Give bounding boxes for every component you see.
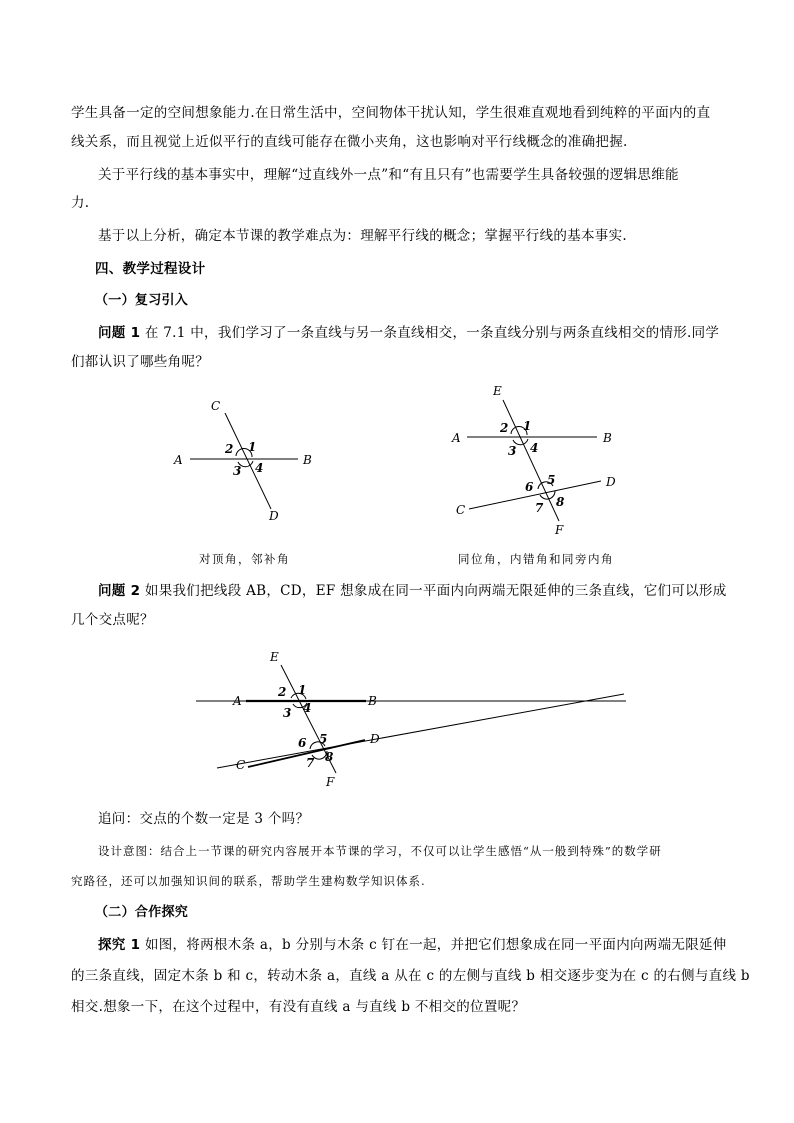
question-2-text: 如果我们把线段 AB，CD，EF 想象成在同一平面内向两端无限延伸的三条直线，它们可以形成 [144,583,727,599]
label-C: C [456,503,466,517]
angle-3: 3 [283,706,292,720]
angle-4: 4 [255,461,264,475]
angle-7: 7 [306,756,315,770]
angle-1: 1 [298,683,307,697]
label-A: A [452,431,461,445]
label-B: B [603,431,612,445]
angle-2: 2 [278,685,287,699]
label-F: F [326,775,335,789]
angle-5: 5 [547,473,556,487]
angle-8: 8 [325,750,334,764]
angle-2: 2 [225,442,234,456]
label-E: E [270,650,279,664]
angle-8: 8 [556,495,565,509]
caption-figure-2: 同位角，内错角和同旁内角 [458,552,614,566]
angle-3: 3 [233,464,242,478]
label-D: D [606,475,616,489]
angle-1: 1 [248,440,257,454]
label-F: F [555,523,564,537]
angle-6: 6 [525,480,534,494]
paragraph-line: 关于平行线的基本事实中，理解“过直线外一点”和“有且只有”也需要学生具备较强的逻辑思维能 [98,167,679,183]
design-intent-line: 究路径，还可以加强知识间的联系，帮助学生建构数学知识体系. [71,874,426,888]
label-A: A [174,453,183,467]
label-B: B [303,453,312,467]
label-B: B [368,694,377,708]
design-intent-line: 设计意图：结合上一节课的研究内容展开本节课的学习，不仅可以让学生感悟“从一般到特殊”的数学研 [98,844,662,858]
exploration-1-line [98,935,758,955]
followup-question: 追问：交点的个数一定是 3 个吗？ [98,811,310,827]
angle-4: 4 [303,701,312,715]
paragraph-line: 线关系，而且视觉上近似平行的直线可能存在微小夹角，这也影响对平行线概念的准确把握. [71,134,628,150]
angle-5: 5 [319,732,328,746]
paragraph-line: 相交.想象一下，在这个过程中，有没有直线 a 与直线 b 不相交的位置呢？ [71,999,526,1015]
label-D: D [370,732,380,746]
question-2-label: 问题 2 [98,583,141,599]
paragraph-line: 几个交点呢？ [71,612,154,628]
angle-4: 4 [530,441,539,455]
paragraph-line: 基于以上分析，确定本节课的教学难点为：理解平行线的概念；掌握平行线的基本事实. [98,228,627,244]
exploration-1-label: 探究 1 [98,937,141,953]
paragraph-line: 们都认识了哪些角呢？ [71,354,209,370]
question-1-text: 在 7.1 中，我们学习了一条直线与另一条直线相交，一条直线分别与两条直线相交的情形.同学 [144,325,720,341]
label-D: D [269,509,279,523]
question-1-label: 问题 1 [98,325,141,341]
angle-2: 2 [500,421,509,435]
subsection-heading: （二）合作探究 [95,905,189,920]
angle-7: 7 [535,501,544,515]
label-C: C [236,758,246,772]
label-E: E [493,384,502,398]
paragraph-line: 的三条直线，固定木条 b 和 c，转动木条 a，直线 a 从在 c 的左侧与直线 b 相交逐步变为在 c 的右侧与直线 b [71,968,750,984]
angle-3: 3 [508,444,517,458]
label-C: C [211,399,221,413]
exploration-1-text: 如图，将两根木条 a，b 分别与木条 c 钉在一起，并把它们想象成在同一平面内向两端无限延伸 [144,937,727,953]
paragraph-line: 力. [71,195,90,211]
label-A: A [233,694,242,708]
paragraph-line: 学生具备一定的空间想象能力.在日常生活中，空间物体干扰认知，学生很难直观地看到纯粹的平面内的直 [71,105,711,121]
caption-figure-1: 对顶角，邻补角 [199,552,290,566]
angle-1: 1 [523,419,532,433]
angle-6: 6 [298,736,307,750]
section-heading: 四、教学过程设计 [95,261,206,277]
subsection-heading: （一）复习引入 [95,293,189,308]
